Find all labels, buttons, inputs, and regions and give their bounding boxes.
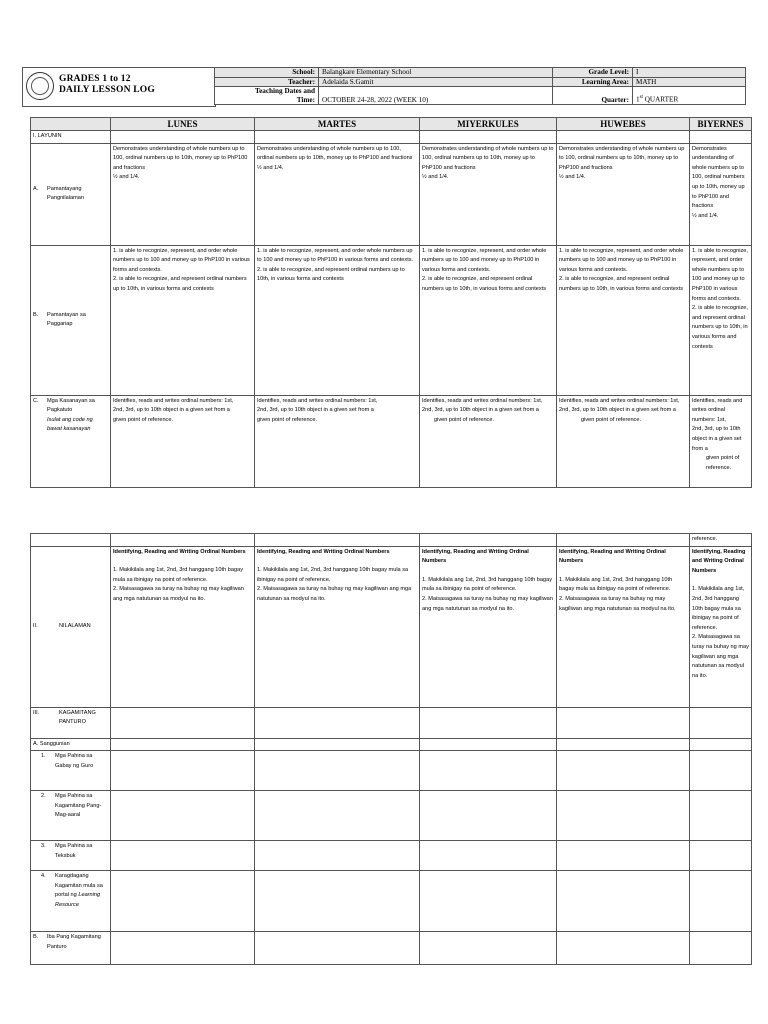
nilalaman-biyernes: Identifying, Reading and Writing Ordinal Numbers 1. Makikilala ang 1st, 2nd, 3rd hanggang 10th bagay mula sa ibinigay na point of reference. 2. Maisasagawa sa turay na buhay ng may kagiliwan ang mga natutunan sa modyul na ito. (690, 546, 752, 707)
row-label-gabay: 1. Mga Pahina sa Gabay ng Guro (31, 751, 111, 791)
deped-seal-icon (26, 72, 54, 100)
dates-label-2: Time: (296, 95, 315, 104)
pamantayang-biyernes: Demonstrates understanding of whole numbers up to 100, ordinal numbers up to 10th, money up to PhP100 and fractions ½ and 1/4. (690, 143, 752, 245)
pamantayang-martes: Demonstrates understanding of whole numbers up to 100, ordinal numbers up to 10th, money up to PhP100 and fractions ½ and 1/4. (255, 143, 420, 245)
day-header-miyerkules: MIYERKULES (420, 118, 557, 131)
teacher-value: Adelaida S.Gamit (319, 77, 553, 87)
pamantayang-huwebes: Demonstrates understanding of whole numbers up to 100, ordinal numbers up to 10th, money up to PhP100 and fractions ½ and 1/4. (557, 143, 690, 245)
row-label-sanggunian: A. Sanggunian (31, 738, 111, 751)
kasanayan-biyernes: Identifies, reads and writes ordinal numbers: 1st, 2nd, 3rd, up to 10th object in a given set from a given point of reference. (690, 395, 752, 487)
kasanayan-huwebes: Identifies, reads and writes ordinal numbers: 1st, 2nd, 3rd, up to 10th object in a given set from a given point of reference. (557, 395, 690, 487)
row-label-kagamitang-pang-mag-aaral: 2. Mga Pahina sa Kagamitang Pang-Mag-aaral (31, 791, 111, 841)
title-line-2: DAILY LESSON LOG (59, 85, 155, 95)
row-label-teksbuk: 3. Mga Pahina sa Teksbuk (31, 841, 111, 871)
day-header-biyernes: BIYERNES (690, 118, 752, 131)
title-line-1: GRADES 1 to 12 (59, 74, 131, 84)
nilalaman-martes: Identifying, Reading and Writing Ordinal Numbers 1. Makikilala ang 1st, 2nd, 3rd hanggang 10th bagay mula sa ibinigay na point of reference. 2. Maisasagawa sa turay na buhay ng may kagiliwan ang mga natutunan sa modyul na ito. (255, 546, 420, 707)
school-label: School: (215, 68, 319, 78)
kasanayan-miyerkules: Identifies, reads and writes ordinal numbers: 1st, 2nd, 3rd, up to 10th object in a given set from a given point of reference. (420, 395, 557, 487)
kasanayan-martes: Identifies, reads and writes ordinal numbers: 1st, 2nd, 3rd, up to 10th object in a given set from a given point of reference. (255, 395, 420, 487)
grade-label: Grade Level: (553, 68, 633, 78)
area-label: Learning Area: (553, 77, 633, 87)
pamantayang-miyerkules: Demonstrates understanding of whole numbers up to 100, ordinal numbers up to 10th, money up to PhP100 and fractions ½ and 1/4. (420, 143, 557, 245)
nilalaman-miyerkules: Identifying, Reading and Writing Ordinal Numbers 1. Makikilala ang 1st, 2nd, 3rd hanggang 10th bagay mula sa ibinigay na point of reference. 2. Maisasagawa sa turay na buhay ng may kagiliwan ang mga natutunan sa modyul na ito. (420, 546, 557, 707)
row-label-iba-pang: B. Iba Pang Kagamitang Panturo (31, 932, 111, 965)
row-label-pamantayang: A. Pamantayang Pangnilalaman (31, 143, 111, 245)
header-logo-box (22, 67, 216, 107)
row-label-nilalaman: II. NILALAMAN (31, 546, 111, 707)
grade-value: I (633, 68, 746, 78)
corner-cell (31, 118, 111, 131)
quarter-value: 1st QUARTER (633, 87, 746, 105)
lesson-table-lower (30, 533, 752, 965)
nilalaman-lunes: Identifying, Reading and Writing Ordinal Numbers 1. Makikilala ang 1st, 2nd, 3rd hanggang 10th bagay mula sa ibinigay na point of reference. 2. Maisasagawa sa turay na buhay ng may kagiliwan ang mga natutunan sa modyul na ito. (111, 546, 255, 707)
section-layunin: I. LAYUNIN (31, 131, 111, 144)
area-value: MATH (633, 77, 746, 87)
school-value: Balangkare Elementary School (319, 68, 553, 78)
row-label-pagganap: B. Pamantayan sa Pagganap (31, 245, 111, 395)
kasanayan-note: Isulat ang code ng bawat kasanayan (47, 416, 93, 433)
pamantayang-lunes: Demonstrates understanding of whole numbers up to 100, ordinal numbers up to 10th, money up to PhP100 and fractions ½ and 1/4. (111, 143, 255, 245)
row-label-karagdagang: 4. Karagdagang Kagamitan mula sa portal ng Learning Resource (31, 871, 111, 932)
kasanayan-biyernes-overflow: reference. (690, 534, 752, 547)
pagganap-miyerkules: 1. is able to recognize, represent, and order whole numbers up to 100 and money up to PhP100 in various forms and contexts. 2. is able to recognize, and represent ordinal numbers up to 10th, in various forms and contexts (420, 245, 557, 395)
row-label-kasanayan: C. Mga Kasanayan sa Pagkatuto Isulat ang code ng bawat kasanayan (31, 395, 111, 487)
teacher-label: Teacher: (215, 77, 319, 87)
quarter-label: Quarter: (553, 87, 633, 105)
kasanayan-lunes: Identifies, reads and writes ordinal numbers: 1st, 2nd, 3rd, up to 10th object in a given set from a given point of reference. (111, 395, 255, 487)
lesson-table-upper (30, 117, 752, 488)
day-header-martes: MARTES (255, 118, 420, 131)
pagganap-huwebes: 1. is able to recognize, represent, and order whole numbers up to 100 and money up to PhP100 in various forms and contexts. 2. is able to recognize, and represent ordinal numbers up to 10th, in various forms and contexts (557, 245, 690, 395)
dates-value: OCTOBER 24-28, 2022 (WEEK 10) (319, 87, 553, 105)
day-header-huwebes: HUWEBES (557, 118, 690, 131)
header-info-table (214, 67, 746, 105)
pagganap-martes: 1. is able to recognize, represent, and order whole numbers up to 100 and money up to PhP100 in various forms and contexts. 2. is able to recognize, and represent ordinal numbers up to 10th, in various forms and contexts (255, 245, 420, 395)
nilalaman-huwebes: Identifying, Reading and Writing Ordinal Numbers 1. Makikilala ang 1st, 2nd, 3rd hanggang 10th bagay mula sa ibinigay na point of reference. 2. Maisasagawa sa turay na buhay ng may kagiliwan ang mga natutunan sa modyul na ito. (557, 546, 690, 707)
dates-label-1: Teaching Dates and (254, 87, 315, 96)
pagganap-biyernes: 1. is able to recognize, represent, and order whole numbers up to 100 and money up to PhP100 in various forms and contexts. 2. is able to recognize, and represent ordinal numbers up to 10th, in various forms and contexts (690, 245, 752, 395)
day-header-lunes: LUNES (111, 118, 255, 131)
row-label-kagamitan: III. KAGAMITANG PANTURO (31, 707, 111, 738)
pagganap-lunes: 1. is able to recognize, represent, and order whole numbers up to 100 and money up to PhP100 in various forms and contexts. 2. is able to recognize, and represent ordinal numbers up to 10th, in various forms and contexts (111, 245, 255, 395)
